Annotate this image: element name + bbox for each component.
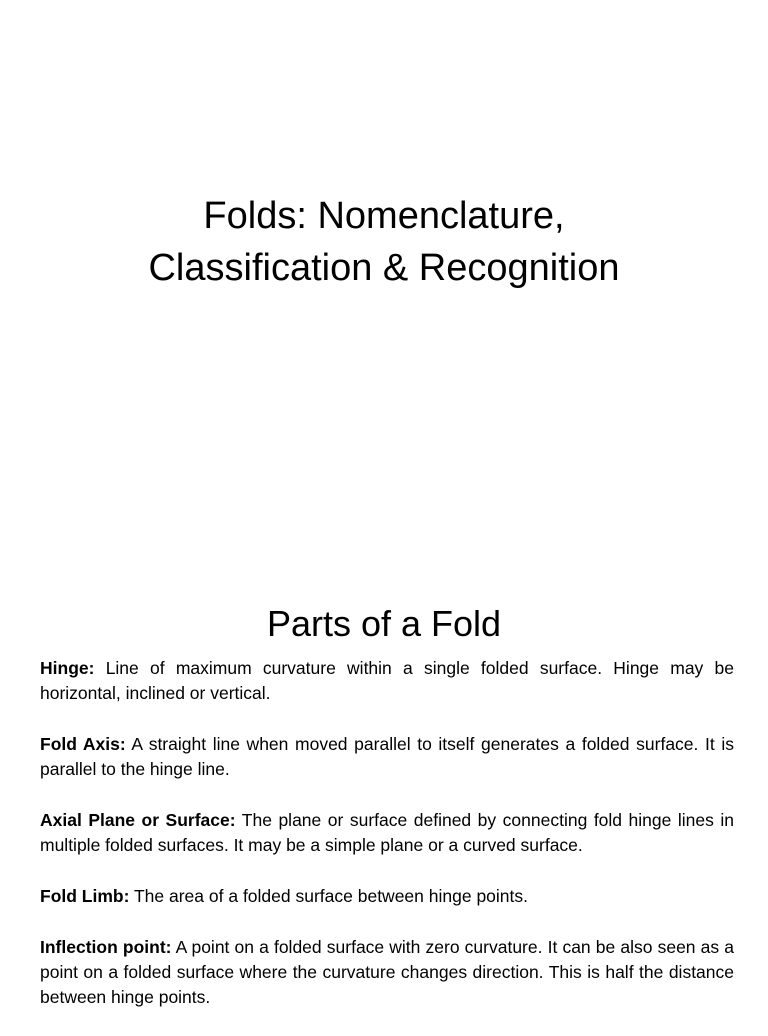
- definitions-list: [40, 656, 734, 1036]
- definition-hinge: [40, 656, 734, 706]
- definition-term: Fold Limb:: [40, 886, 130, 906]
- definition-text: A straight line when moved parallel to itself generates a folded surface. It is parallel to the hinge line.: [40, 734, 734, 779]
- definition-text: The area of a folded surface between hinge points.: [133, 886, 528, 906]
- definition-text: The plane or surface defined by connecting fold hinge lines in multiple folded surfaces. It may be a simple plane or a curved surface.: [40, 810, 734, 855]
- definition-term: Axial Plane or Surface:: [40, 810, 236, 830]
- definition-fold-axis: [40, 732, 734, 782]
- definition-axial-plane: [40, 808, 734, 858]
- definition-fold-limb: [40, 884, 734, 909]
- slide-title: Parts of a Fold: [266, 603, 502, 644]
- definition-term: Hinge:: [40, 658, 95, 678]
- definition-term: Fold Axis:: [40, 734, 126, 754]
- definition-text: Line of maximum curvature within a single folded surface. Hinge may be horizontal, inclined or vertical.: [40, 658, 734, 703]
- definition-inflection-point: [40, 935, 734, 1010]
- presentation-title: [0, 190, 768, 294]
- title-line-1: Folds: Nomenclature,: [203, 195, 565, 237]
- definition-text: A point on a folded surface with zero curvature. It can be also seen as a point on a folded surface where the curvature changes direction. This is half the distance between hinge points.: [40, 937, 734, 1007]
- title-line-2: Classification & Recognition: [148, 247, 620, 289]
- definition-term: Inflection point:: [40, 937, 172, 957]
- parts-of-fold-slide: [0, 560, 768, 1024]
